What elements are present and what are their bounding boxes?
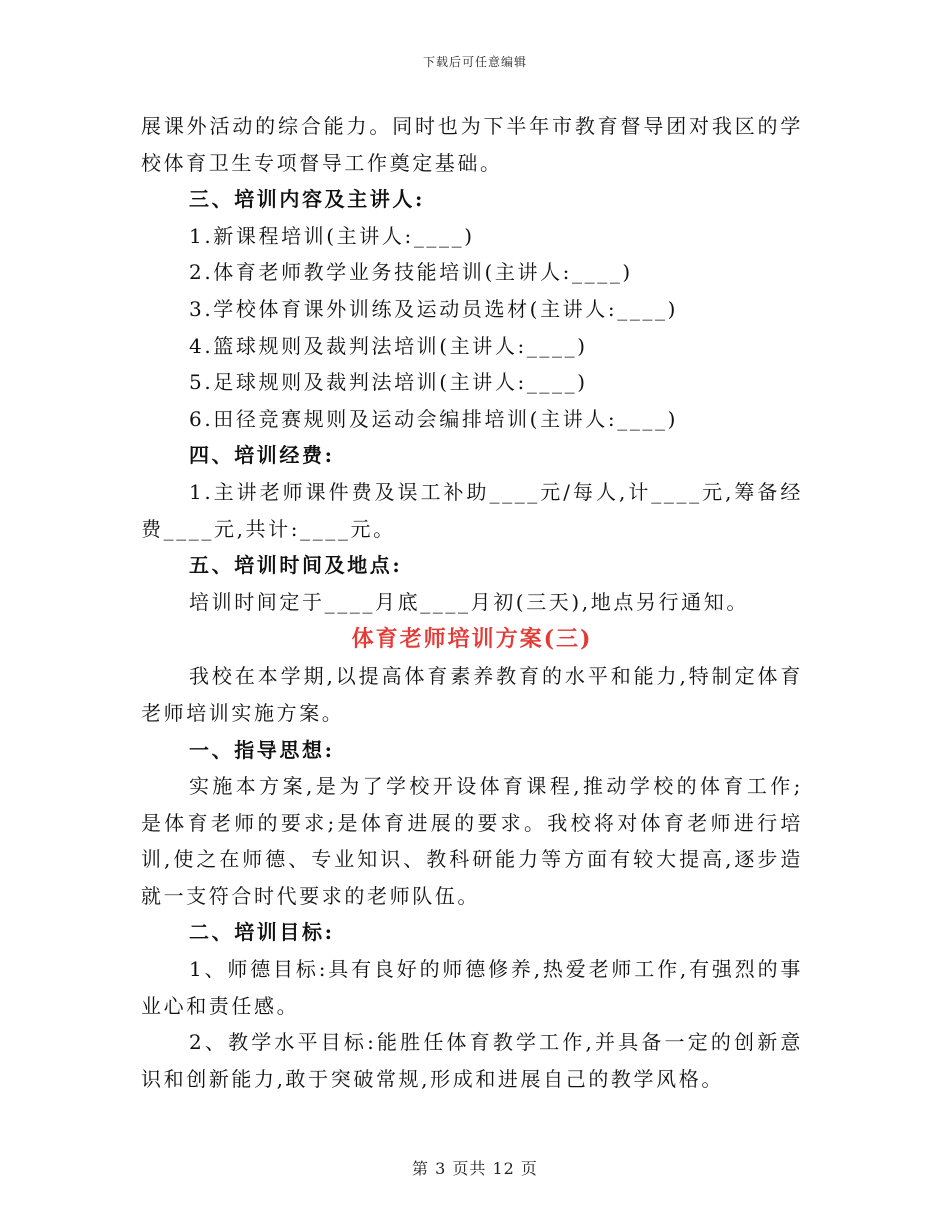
section-heading-5: 五、培训时间及地点: (189, 553, 403, 578)
paragraph-overview: 我校在本学期,以提高体育素养教育的水平和能力,特制定体育老师培训实施方案。 (141, 664, 803, 725)
paragraph-goal-ethics: 1、师德目标:具有良好的师德修养,热爱老师工作,有强烈的事业心和责任感。 (141, 957, 803, 1018)
page-footer: 第 3 页共 12 页 (412, 1159, 538, 1178)
paragraph-guiding-idea: 实施本方案,是为了学校开设体育课程,推动学校的体育工作;是体育老师的要求;是体育进展的要求。我校将对体育老师进行培训,使之在师德、专业知识、教科研能力等方面有较大提高,逐步造就一支符合时代要求的老师队伍。 (141, 774, 803, 908)
section-heading-4: 四、培训经费: (189, 443, 335, 468)
paragraph-time-place: 培训时间定于____月底____月初(三天),地点另行通知。 (189, 589, 749, 614)
page-header: 下载后可任意编辑 (422, 55, 527, 69)
list-item: 4.篮球规则及裁判法培训(主讲人:____) (189, 333, 588, 358)
section-heading-2: 二、培训目标: (189, 920, 335, 945)
list-item: 6.田径竞赛规则及运动会编排培训(主讲人:____) (189, 406, 679, 431)
list-item: 1.新课程培训(主讲人:____) (189, 223, 475, 248)
list-item: 3.学校体育课外训练及运动员选材(主讲人:____) (189, 296, 679, 321)
document-body (141, 108, 803, 1097)
section-heading-1: 一、指导思想: (189, 737, 335, 762)
paragraph-funding: 1.主讲老师课件费及误工补助____元/每人,计____元,筹备经费____元,共计:____元。 (141, 479, 803, 541)
list-item: 5.足球规则及裁判法培训(主讲人:____) (189, 370, 588, 395)
paragraph-goal-teaching: 2、教学水平目标:能胜任体育教学工作,并具备一定的创新意识和创新能力,敢于突破常规,形成和进展自己的教学风格。 (141, 1030, 803, 1091)
document-title: 体育老师培训方案(三) (351, 626, 593, 653)
paragraph-intro: 展课外活动的综合能力。同时也为下半年市教育督导团对我区的学校体育卫生专项督导工作奠定基础。 (141, 114, 803, 175)
list-item: 2.体育老师教学业务技能培训(主讲人:____) (189, 260, 633, 285)
section-heading-3: 三、培训内容及主讲人: (189, 187, 425, 212)
